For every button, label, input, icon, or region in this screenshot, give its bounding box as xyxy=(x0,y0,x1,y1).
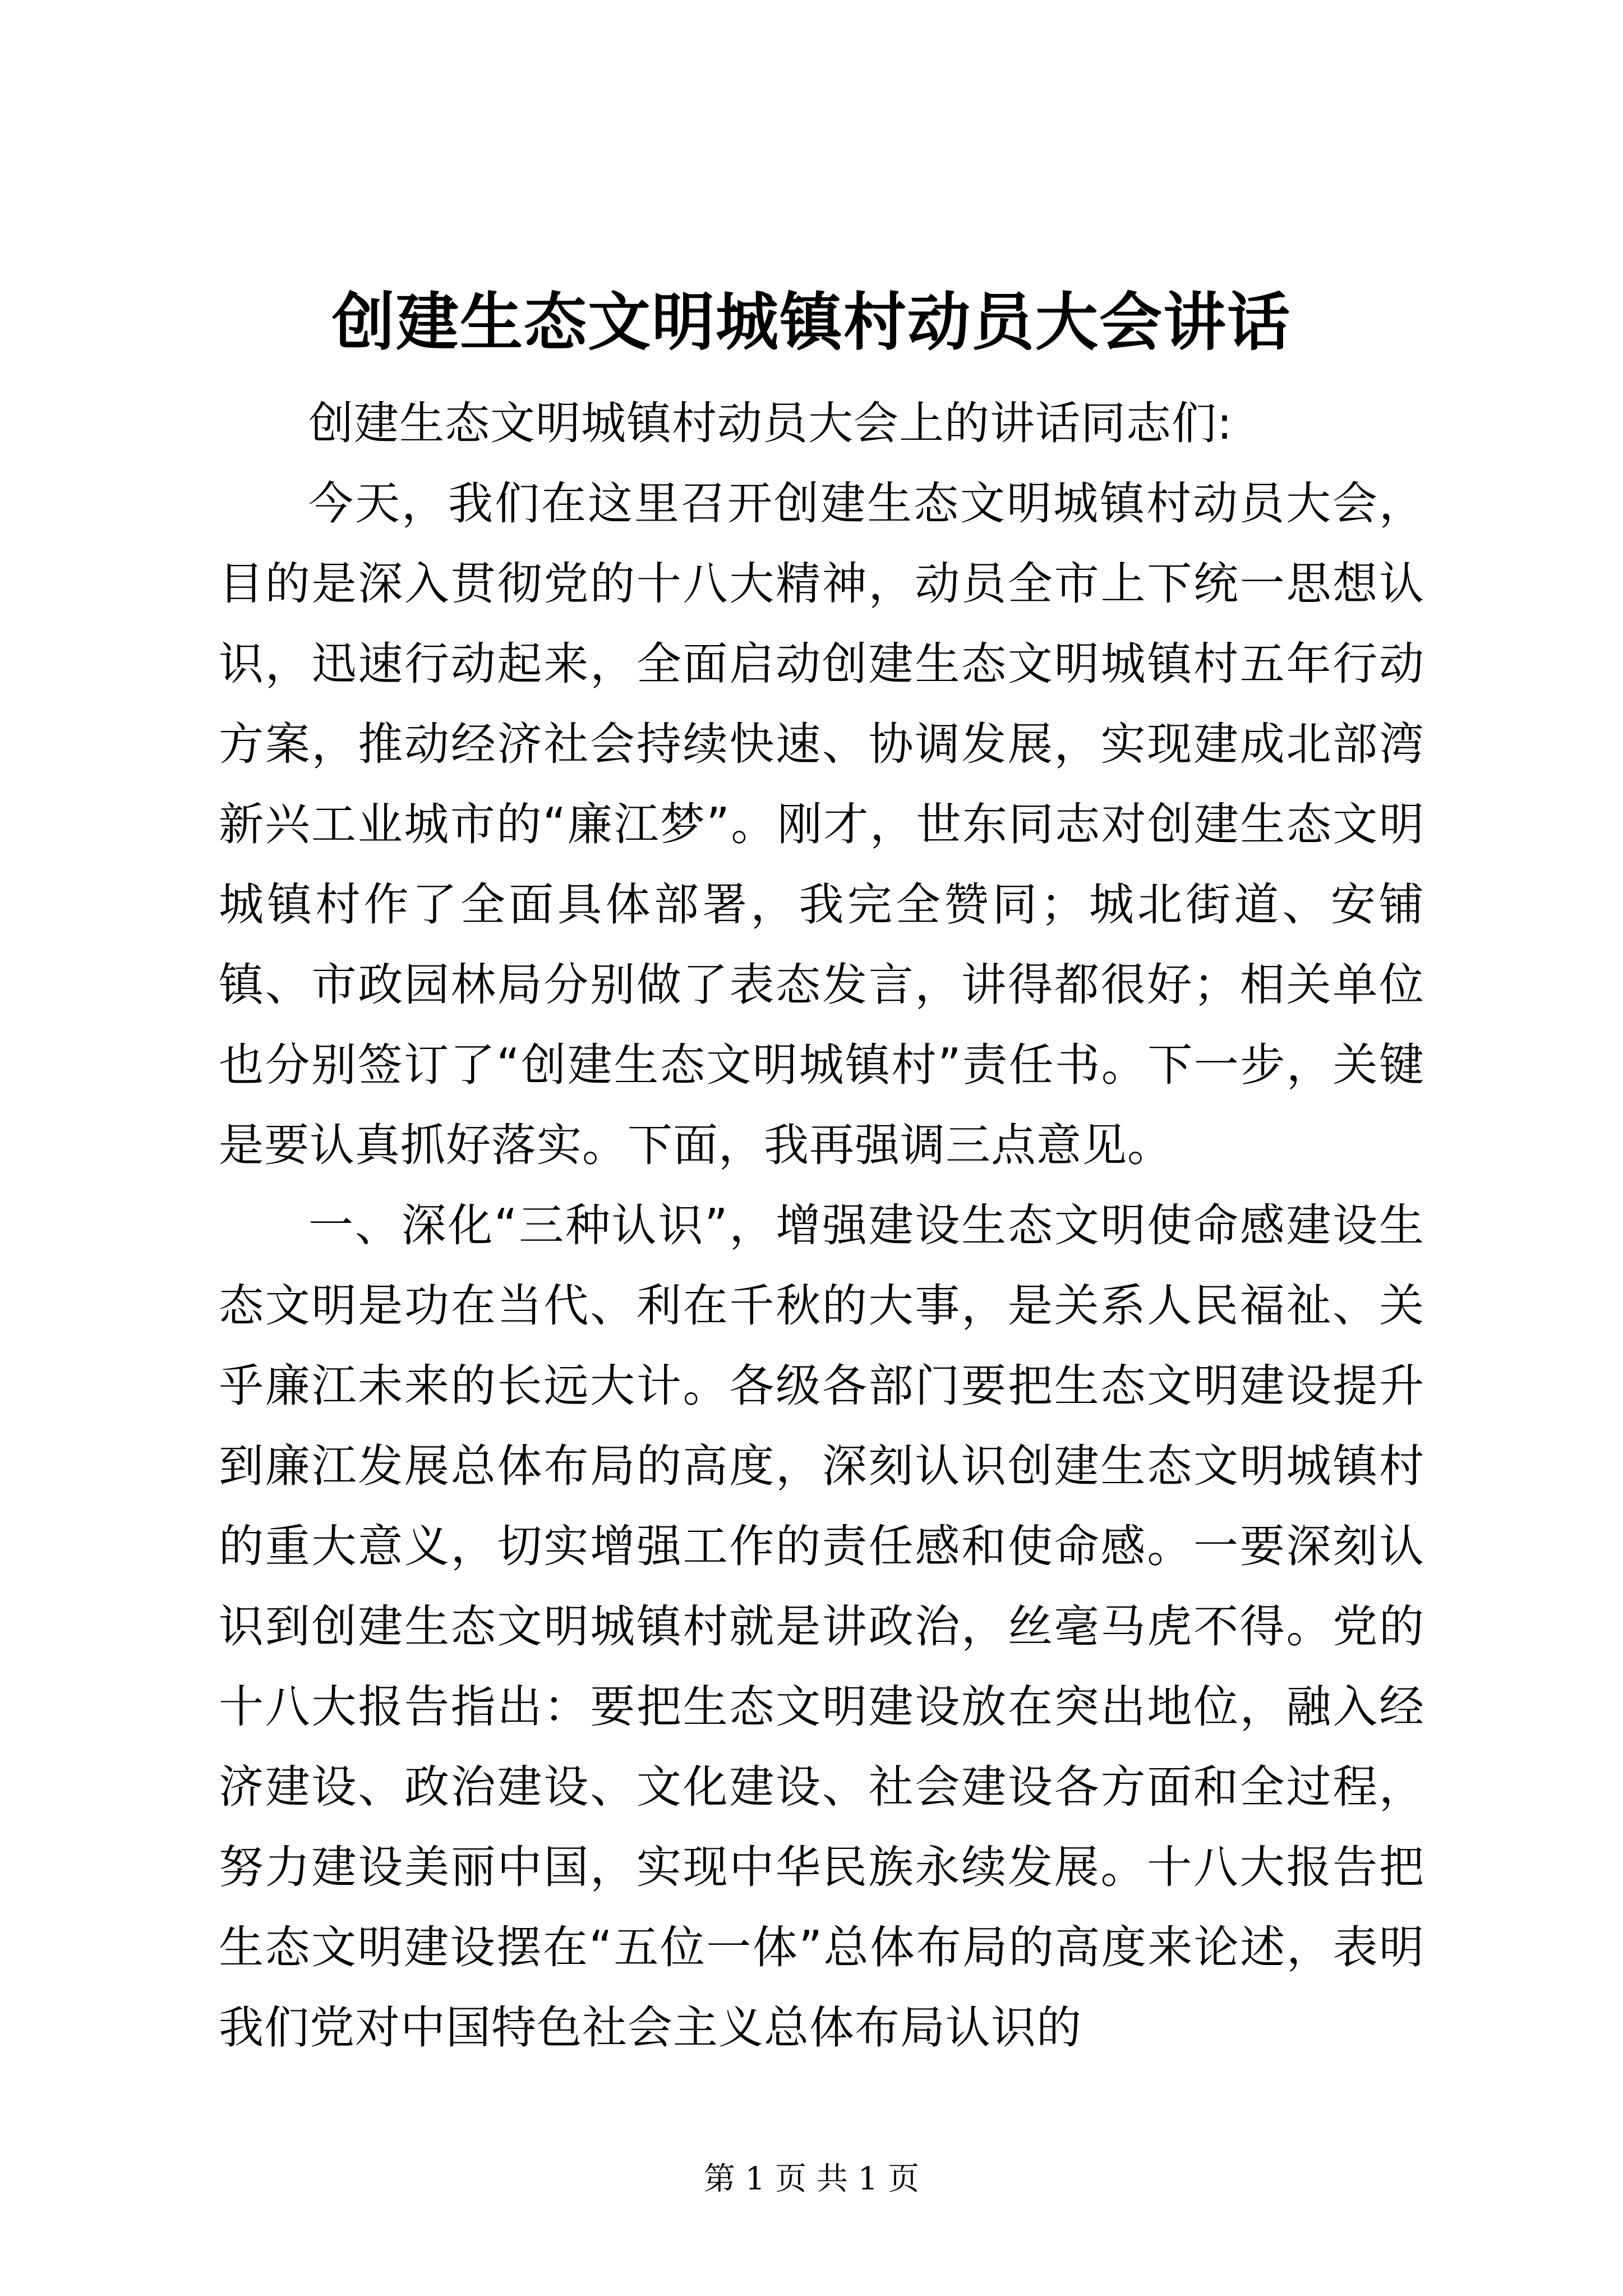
paragraph-section-one: 一、深化“三种认识”，增强建设生态文明使命感建设生态文明是功在当代、利在千秋的大事，是关系人民福祉、关乎廉江未来的长远大计。各级各部门要把生态文明建设提升到廉江发展总体布局的高度，深刻认识创建生态文明城镇村的重大意义，切实增强工作的责任感和使命感。一要深刻认识到创建生态文明城镇村就是讲政治，丝毫马虎不得。党的十八大报告指出：要把生态文明建设放在突出地位，融入经济建设、政治建设、文化建设、社会建设各方面和全过程，努力建设美丽中国，实现中华民族永续发展。十八大报告把生态文明建设摆在“五位一体”总体布局的高度来论述，表明我们党对中国特色社会主义总体布局认识的 xyxy=(219,1199,1424,2054)
paragraph-intro: 今天，我们在这里召开创建生态文明城镇村动员大会，目的是深入贯彻党的十八大精神，动员全市上下统一思想认识，迅速行动起来，全面启动创建生态文明城镇村五年行动方案，推动经济社会持续快速、协调发展，实现建成北部湾新兴工业城市的“廉江梦”。刚才，世东同志对创建生态文明城镇村作了全面具体部署，我完全赞同；城北街道、安铺镇、市政园林局分别做了表态发言，讲得都很好；相关单位也分别签订了“创建生态文明城镇村”责任书。下一步，关键是要认真抓好落实。下面，我再强调三点意见。 xyxy=(219,477,1424,1171)
document-body xyxy=(219,383,1424,2068)
page-footer: 第 1 页 共 1 页 xyxy=(703,2161,920,2197)
document-title: 创建生态文明城镇村动员大会讲话 xyxy=(332,286,1291,359)
paragraph-greeting: 创建生态文明城镇村动员大会上的讲话同志们: xyxy=(308,397,1233,449)
